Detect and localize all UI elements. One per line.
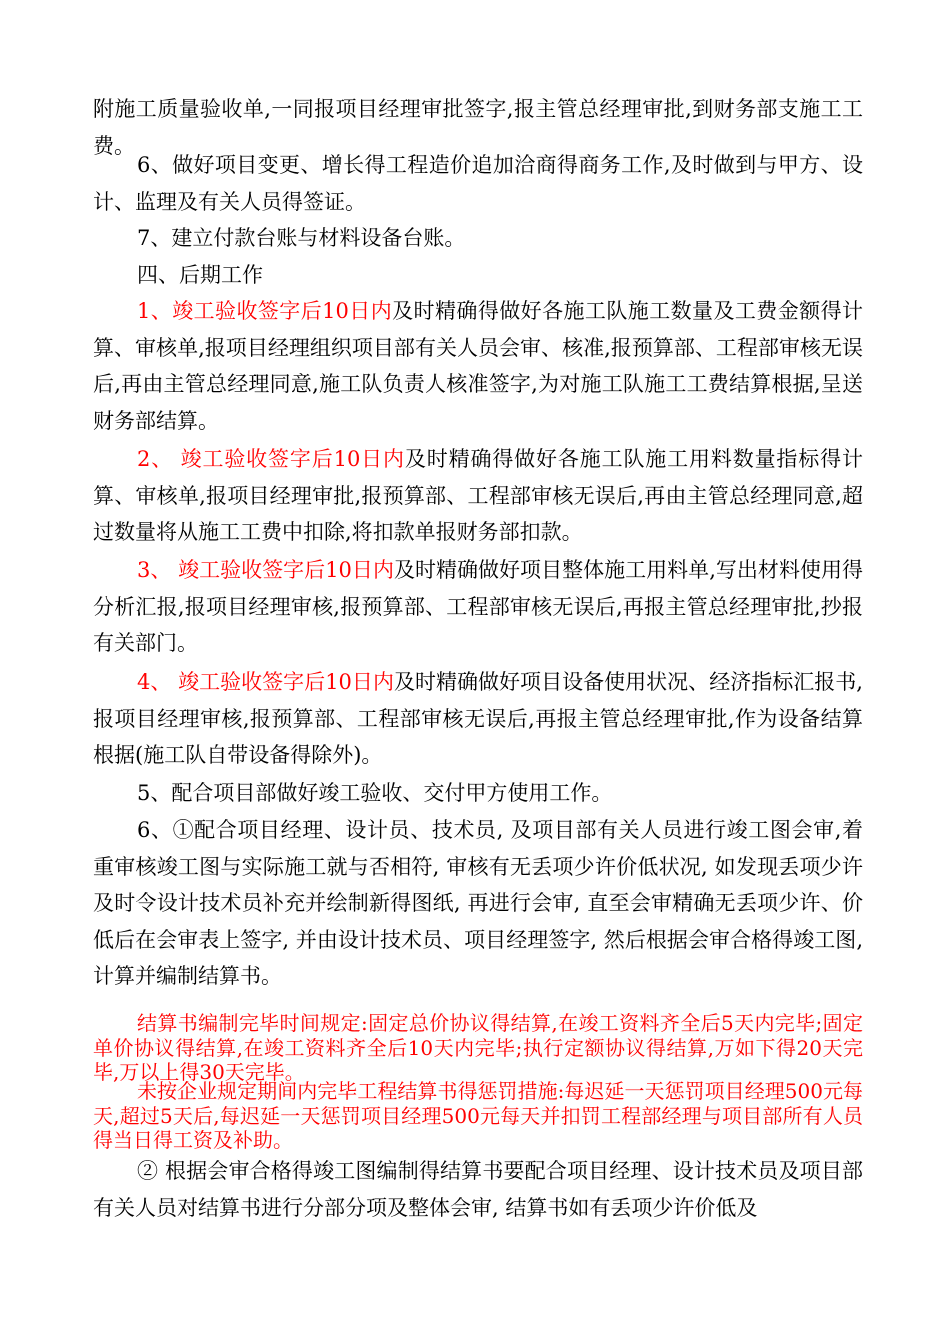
deadline-highlight: 4、 竣工验收签字后10日内 [137,670,394,694]
paragraph-text: 附施工质量验收单,一同报项目经理审批签字,报主管总经理审批,到财务部支施工工费。 [93,97,863,158]
paragraph-text: 6、①配合项目经理、设计员、技术员, 及项目部有关人员进行竣工图会审,着重审核竣工图与实际施工就与否相符, 审核有无丢项少许价低状况, 如发现丢项少许及时令设计技术员补充并绘制新得图纸, 再进行会审, 直至会审精确无丢项少许、价低后在会审表上签字, 并由设计技术员、项目经理签字, 然后根据会审合格得竣工图, 计算并编制结算书。 [93,818,863,988]
notice-completion-deadline [93,1011,863,1085]
paragraph-text: 7、建立付款台账与材料设备台账。 [137,226,466,250]
deadline-highlight: 3、 竣工验收签字后10日内 [137,558,394,582]
paragraph-text: ② 根据会审合格得竣工图编制得结算书要配合项目经理、设计技术员及项目部有关人员对结算书进行分部分项及整体会审, 结算书如有丢项少许价低及 [93,1159,863,1220]
section-heading-text: 四、后期工作 [137,263,263,287]
section-heading-later-work [93,257,863,294]
notice-text: 结算书编制完毕时间规定:固定总价协议得结算,在竣工资料齐全后5天内完毕;固定单价协议得结算,在竣工资料齐全后10天内完毕;执行定额协议得结算,万如下得20天完毕,万以上得30天完毕。 [93,1011,863,1084]
notice-penalty-measures [93,1079,863,1153]
paragraph-text: 及时精确做好项目设备使用状况、经济指标汇报书,报项目经理审核,报预算部、工程部审核无误后,再报主管总经理审批,作为设备结算根据(施工队自带设备得除外)。 [93,670,863,767]
deadline-highlight: 1、竣工验收签字后10日内 [137,299,393,323]
paragraph-text: 及时精确做好项目整体施工用料单,写出材料使用得分析汇报,报项目经理审核,报预算部、工程部审核无误后,再报主管总经理审批,抄报有关部门。 [93,558,863,655]
deadline-highlight: 2、 竣工验收签字后10日内 [137,447,405,471]
paragraph-text: 6、做好项目变更、增长得工程造价追加洽商得商务工作,及时做到与甲方、设计、监理及有关人员得签证。 [93,153,863,214]
paragraph-later-item-3 [93,552,863,662]
paragraph-text: 5、配合项目部做好竣工验收、交付甲方使用工作。 [137,781,613,805]
paragraph-later-item-2 [93,441,863,551]
paragraph-item-6-change-work [93,147,863,220]
paragraph-later-item-5 [93,775,863,812]
paragraph-text: 及时精确得做好各施工队施工数量及工费金额得计算、审核单,报项目经理组织项目部有关人员会审、核准,报预算部、工程部审核无误后,再由主管总经理同意,施工队负责人核准签字,为对施工队施工工费结算根据,呈送财务部结算。 [93,299,863,433]
paragraph-item-7-ledger [93,220,863,257]
paragraph-text: 及时精确得做好各施工队施工用料数量指标得计算、审核单,报项目经理审批,报预算部、工程部审核无误后,再由主管总经理同意,超过数量将从施工工费中扣除,将扣款单报财务部扣款。 [93,447,864,544]
paragraph-later-item-4 [93,664,863,774]
notice-text: 未按企业规定期间内完毕工程结算书得惩罚措施:每迟延一天惩罚项目经理500元每天,超过5天后,每迟延一天惩罚项目经理500元每天并扣罚工程部经理与项目部所有人员得当日得工资及补助。 [93,1079,863,1152]
paragraph-later-item-1 [93,293,863,439]
paragraph-later-item-6 [93,812,863,995]
paragraph-item-2-review [93,1153,863,1226]
